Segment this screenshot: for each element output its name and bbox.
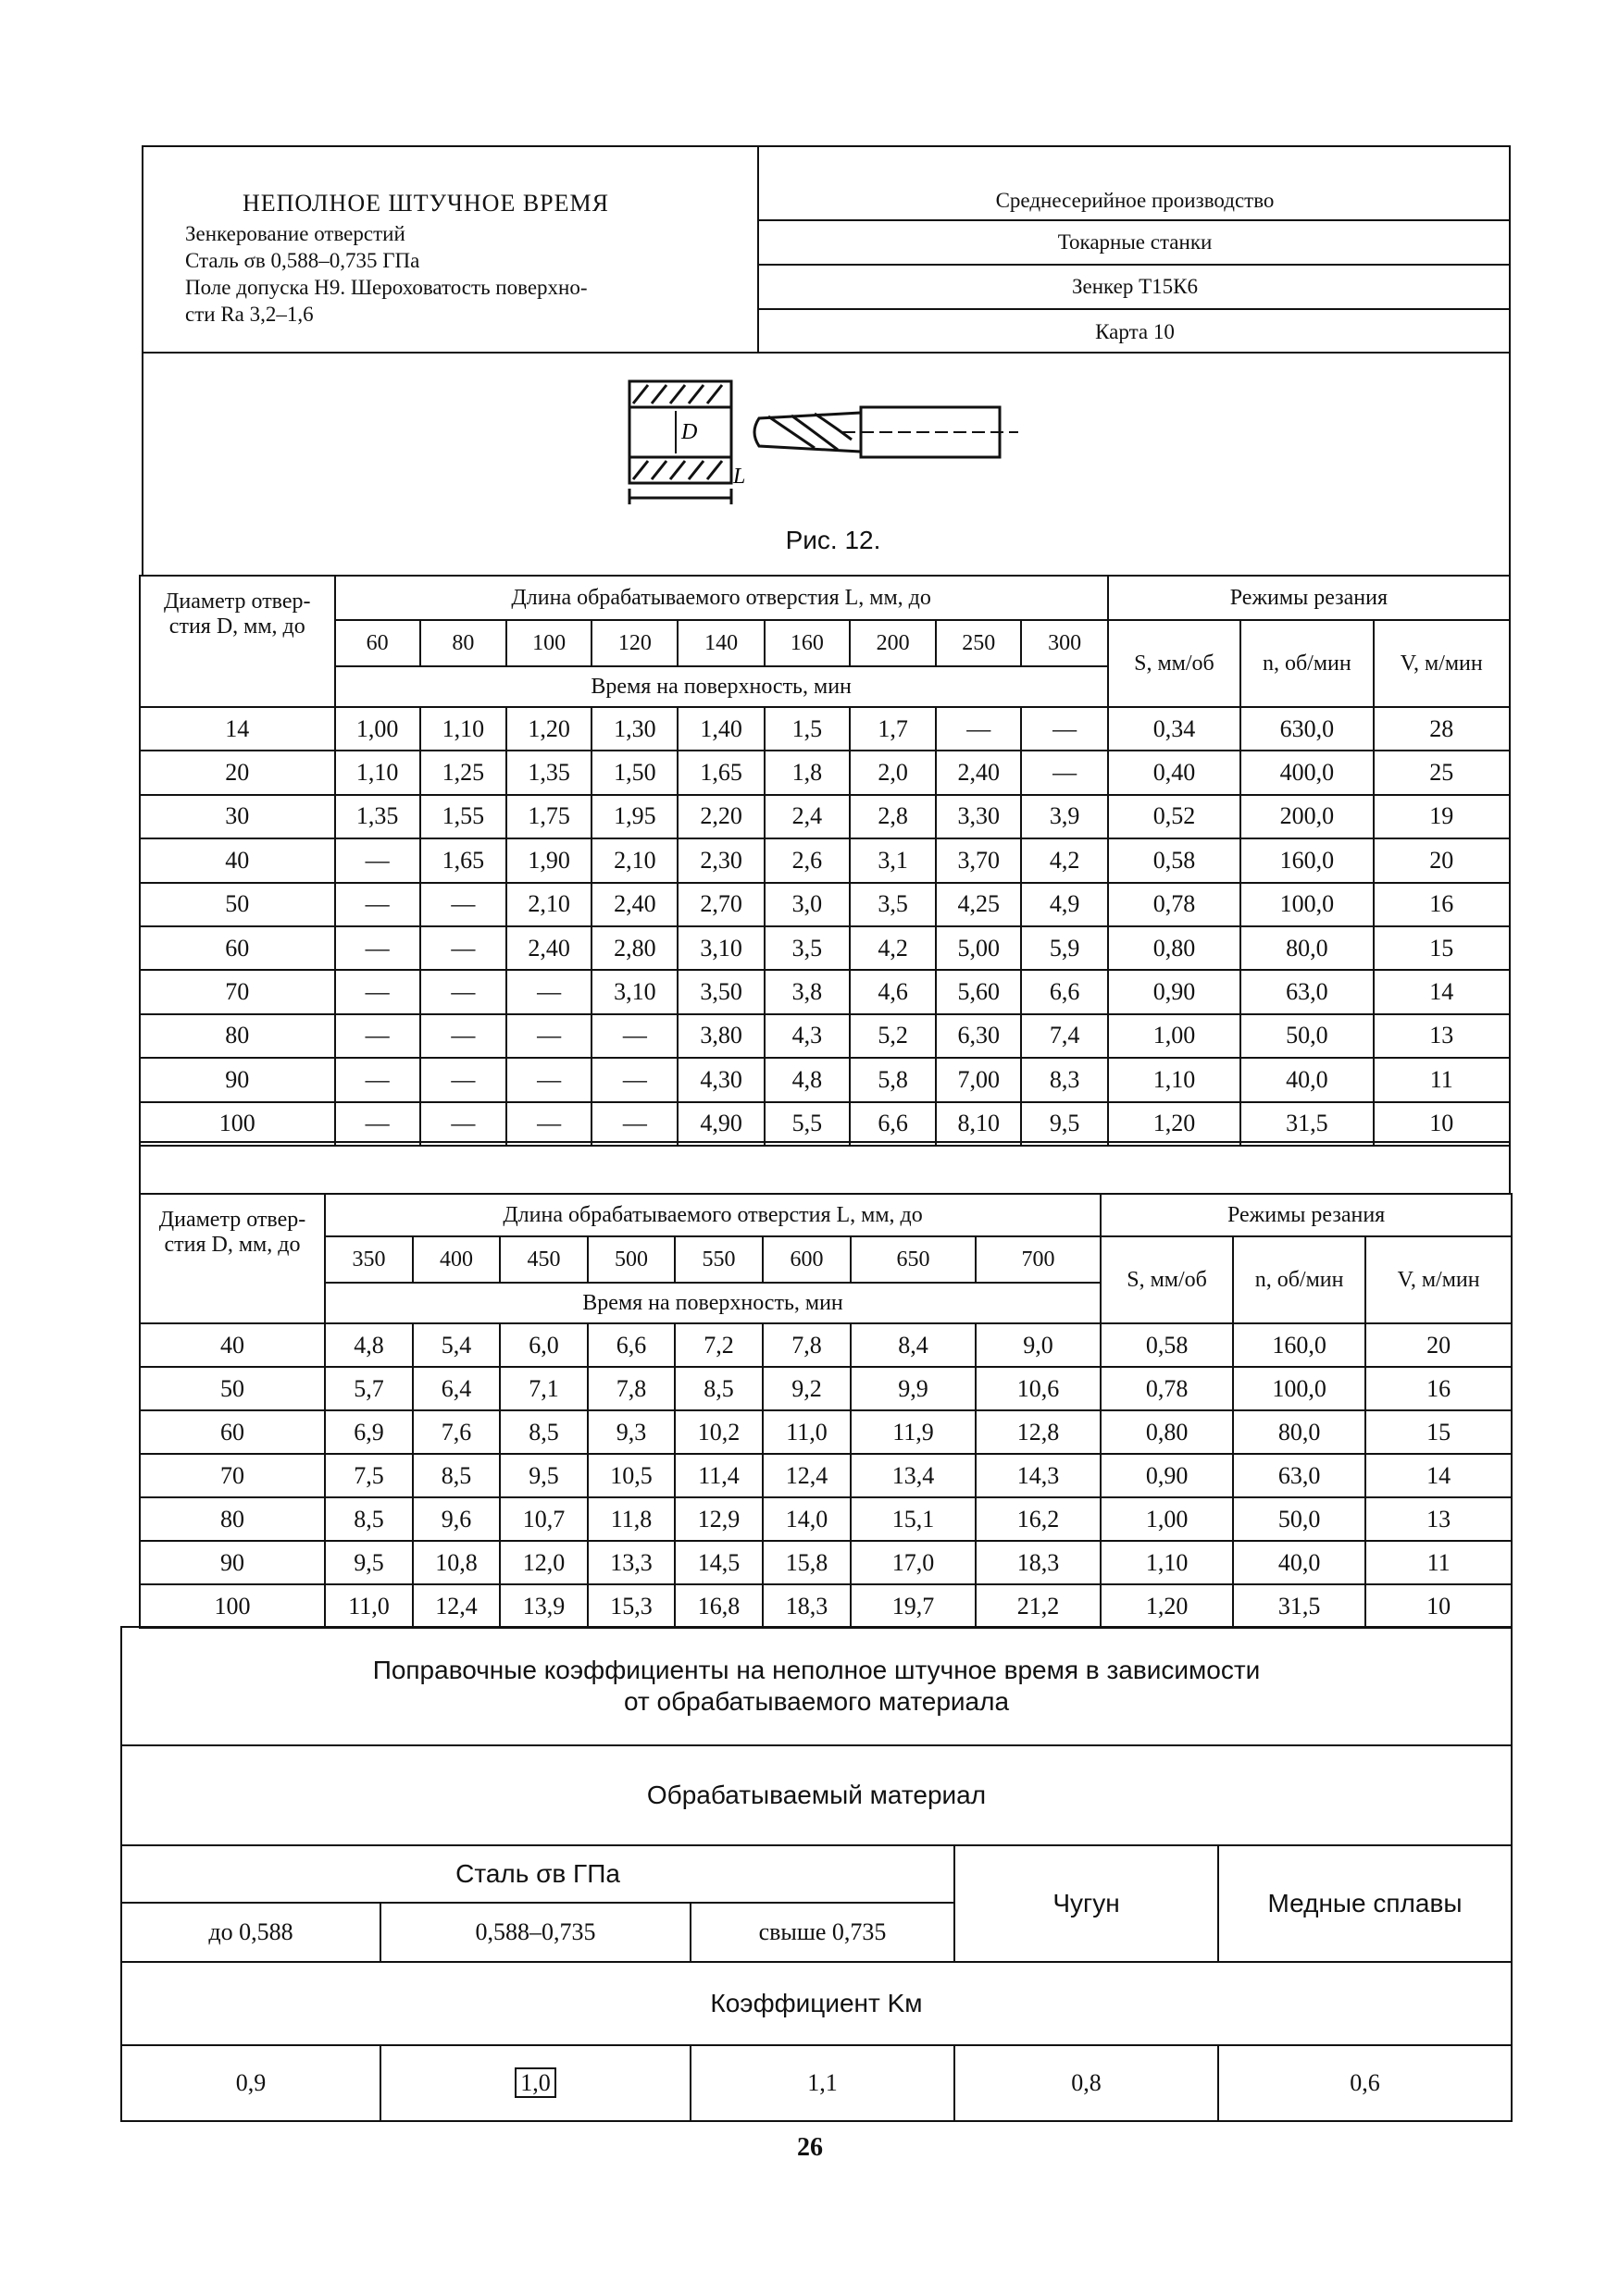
- table1-diameter-cell: 60: [140, 926, 335, 970]
- table2-length-col: 550: [675, 1236, 763, 1283]
- table1-row: [140, 883, 1510, 926]
- table1-value-cell: 3,8: [765, 970, 850, 1013]
- table1-value-cell: —: [506, 1058, 592, 1101]
- table1-value-cell: 3,50: [678, 970, 764, 1013]
- table1-length-col: 120: [592, 620, 678, 666]
- table1-value-cell: 11: [1374, 1058, 1510, 1101]
- table1-value-cell: —: [335, 1014, 420, 1058]
- table2-row: [140, 1323, 1512, 1367]
- table1-value-cell: 3,70: [936, 838, 1021, 882]
- table1-value-cell: 16: [1374, 883, 1510, 926]
- table2-value-cell: 9,5: [500, 1454, 588, 1497]
- table1-value-cell: 0,80: [1108, 926, 1240, 970]
- table1-diameter-cell: 50: [140, 883, 335, 926]
- table2-value-cell: 6,6: [588, 1323, 675, 1367]
- table1-value-cell: —: [506, 1014, 592, 1058]
- table2-value-cell: 20: [1365, 1323, 1512, 1367]
- table1-feed-header: S, мм/об: [1108, 620, 1240, 707]
- coef-value-highlighted: 1,0: [515, 2067, 556, 2098]
- table1-diameter-cell: 70: [140, 970, 335, 1013]
- table2-diameter-header-line2: стия D, мм, до: [164, 1233, 301, 1257]
- table1-value-cell: —: [420, 926, 506, 970]
- figure-caption: Рис. 12.: [785, 526, 881, 554]
- subtitle-line-1: Зенкерование отверстий: [185, 222, 405, 245]
- time-table-long: [139, 1193, 1513, 1629]
- header-right: [759, 145, 1511, 353]
- table2-length-header: Длина обрабатываемого отверстия L, мм, до: [325, 1194, 1101, 1236]
- table1-value-cell: 1,75: [506, 795, 592, 838]
- table1-value-cell: 100,0: [1240, 883, 1373, 926]
- table1-value-cell: 4,6: [850, 970, 936, 1013]
- table1-value-cell: 1,00: [1108, 1014, 1240, 1058]
- table2-value-cell: 11,9: [851, 1410, 976, 1454]
- table1-value-cell: —: [335, 1058, 420, 1101]
- table1-value-cell: 1,7: [850, 707, 936, 751]
- table2-value-cell: 6,0: [500, 1323, 588, 1367]
- table2-value-cell: 7,1: [500, 1367, 588, 1410]
- table2-value-cell: 10,2: [675, 1410, 763, 1454]
- table1-value-cell: 1,00: [335, 707, 420, 751]
- subtitle-line-4: сти Ra 3,2–1,6: [185, 303, 314, 326]
- table1-speed-header: V, м/мин: [1374, 620, 1510, 707]
- table2-value-cell: 11,4: [675, 1454, 763, 1497]
- table2-value-cell: 7,8: [588, 1367, 675, 1410]
- table1-value-cell: 1,35: [506, 751, 592, 794]
- table1-value-cell: 1,10: [420, 707, 506, 751]
- table2-value-cell: 13: [1365, 1497, 1512, 1541]
- table1-value-cell: —: [506, 1102, 592, 1146]
- table1-value-cell: 5,8: [850, 1058, 936, 1101]
- table2-diameter-header-line1: Диаметр отвер-: [158, 1208, 306, 1232]
- table1-value-cell: 1,20: [1108, 1102, 1240, 1146]
- table1-value-cell: —: [592, 1058, 678, 1101]
- table1-time-header: Время на поверхность, мин: [335, 666, 1108, 707]
- table2-value-cell: 5,4: [413, 1323, 500, 1367]
- table1-value-cell: 1,20: [506, 707, 592, 751]
- table1-value-cell: —: [335, 926, 420, 970]
- table1-diameter-header-line1: Диаметр отвер-: [164, 590, 311, 614]
- table1-diameter-cell: 30: [140, 795, 335, 838]
- table2-value-cell: 31,5: [1233, 1584, 1365, 1628]
- table1-value-cell: 2,10: [506, 883, 592, 926]
- coef-value: 1,1: [691, 2045, 954, 2121]
- table1-value-cell: 10: [1374, 1102, 1510, 1146]
- table1-value-cell: —: [420, 1058, 506, 1101]
- table1-value-cell: —: [592, 1014, 678, 1058]
- table1-value-cell: 8,10: [936, 1102, 1021, 1146]
- table2-value-cell: 63,0: [1233, 1454, 1365, 1497]
- table2-value-cell: 100,0: [1233, 1367, 1365, 1410]
- table1-value-cell: 1,55: [420, 795, 506, 838]
- table2-value-cell: 15,8: [763, 1541, 851, 1584]
- table1-value-cell: 5,5: [765, 1102, 850, 1146]
- table1-value-cell: 2,10: [592, 838, 678, 882]
- table2-value-cell: 18,3: [976, 1541, 1101, 1584]
- table1-value-cell: 4,30: [678, 1058, 764, 1101]
- table2-row: [140, 1367, 1512, 1410]
- table1-value-cell: 6,30: [936, 1014, 1021, 1058]
- table1-row: [140, 1014, 1510, 1058]
- table1-length-col: 140: [678, 620, 764, 666]
- table1-value-cell: 4,3: [765, 1014, 850, 1058]
- table1-value-cell: 9,5: [1021, 1102, 1107, 1146]
- table2-value-cell: 0,78: [1101, 1367, 1233, 1410]
- table2-value-cell: 8,4: [851, 1323, 976, 1367]
- table1-value-cell: 28: [1374, 707, 1510, 751]
- table1-value-cell: —: [1021, 751, 1107, 794]
- table1-value-cell: 1,10: [1108, 1058, 1240, 1101]
- table2-value-cell: 1,10: [1101, 1541, 1233, 1584]
- table1-value-cell: 4,2: [1021, 838, 1107, 882]
- table1-diameter-cell: 90: [140, 1058, 335, 1101]
- table1-value-cell: 200,0: [1240, 795, 1373, 838]
- table1-value-cell: —: [335, 1102, 420, 1146]
- table2-value-cell: 16,2: [976, 1497, 1101, 1541]
- table1-value-cell: 1,5: [765, 707, 850, 751]
- table1-value-cell: 2,20: [678, 795, 764, 838]
- table-gap: [139, 1141, 1511, 1195]
- table2-value-cell: 12,4: [763, 1454, 851, 1497]
- table2-diameter-cell: 90: [140, 1541, 325, 1584]
- table1-row: [140, 707, 1510, 751]
- table1-value-cell: —: [420, 1014, 506, 1058]
- table1-value-cell: —: [420, 1102, 506, 1146]
- table2-value-cell: 8,5: [413, 1454, 500, 1497]
- table2-value-cell: 12,4: [413, 1584, 500, 1628]
- table1-value-cell: 2,8: [850, 795, 936, 838]
- steel-range-3: свыше 0,735: [691, 1903, 954, 1962]
- table1-value-cell: 2,40: [936, 751, 1021, 794]
- table2-speed-header: V, м/мин: [1365, 1236, 1512, 1323]
- time-table-short: [139, 575, 1511, 1147]
- table2-value-cell: 18,3: [763, 1584, 851, 1628]
- table2-value-cell: 6,9: [325, 1410, 413, 1454]
- table1-diameter-cell: 14: [140, 707, 335, 751]
- table1-modes-header: Режимы резания: [1108, 576, 1510, 620]
- table2-value-cell: 10,5: [588, 1454, 675, 1497]
- table1-row: [140, 1058, 1510, 1101]
- table2-length-col: 600: [763, 1236, 851, 1283]
- table1-value-cell: 3,10: [592, 970, 678, 1013]
- table1-length-col: 160: [765, 620, 850, 666]
- table1-value-cell: 3,80: [678, 1014, 764, 1058]
- table1-value-cell: 0,52: [1108, 795, 1240, 838]
- table1-value-cell: —: [592, 1102, 678, 1146]
- page-title: НЕПОЛНОЕ ШТУЧНОЕ ВРЕМЯ: [243, 190, 609, 217]
- subtitle-line-2: Сталь σв 0,588–0,735 ГПа: [185, 249, 420, 272]
- table1-value-cell: 80,0: [1240, 926, 1373, 970]
- table2-value-cell: 13,4: [851, 1454, 976, 1497]
- table1-value-cell: 7,00: [936, 1058, 1021, 1101]
- table1-value-cell: 3,9: [1021, 795, 1107, 838]
- table2-value-cell: 5,7: [325, 1367, 413, 1410]
- table1-value-cell: 2,70: [678, 883, 764, 926]
- table2-value-cell: 16,8: [675, 1584, 763, 1628]
- table1-value-cell: 2,40: [592, 883, 678, 926]
- table1-value-cell: 1,65: [420, 838, 506, 882]
- table2-value-cell: 4,8: [325, 1323, 413, 1367]
- table2-row: [140, 1454, 1512, 1497]
- table1-value-cell: 3,10: [678, 926, 764, 970]
- table2-value-cell: 19,7: [851, 1584, 976, 1628]
- table2-value-cell: 12,0: [500, 1541, 588, 1584]
- machine-type: Токарные станки: [759, 221, 1511, 266]
- table2-value-cell: 12,8: [976, 1410, 1101, 1454]
- table1-value-cell: 2,0: [850, 751, 936, 794]
- table2-value-cell: 21,2: [976, 1584, 1101, 1628]
- table2-value-cell: 14,0: [763, 1497, 851, 1541]
- table1-value-cell: 1,35: [335, 795, 420, 838]
- table2-diameter-cell: 80: [140, 1497, 325, 1541]
- coef-value: 0,9: [121, 2045, 380, 2121]
- material-header: Обрабатываемый материал: [121, 1745, 1512, 1845]
- table2-value-cell: 16: [1365, 1367, 1512, 1410]
- table1-value-cell: 6,6: [850, 1102, 936, 1146]
- table1-value-cell: 2,4: [765, 795, 850, 838]
- table1-row: [140, 795, 1510, 838]
- table1-value-cell: 0,34: [1108, 707, 1240, 751]
- table1-value-cell: —: [506, 970, 592, 1013]
- table1-value-cell: 2,40: [506, 926, 592, 970]
- table1-row: [140, 838, 1510, 882]
- table2-time-header: Время на поверхность, мин: [325, 1283, 1101, 1323]
- table1-length-col: 250: [936, 620, 1021, 666]
- coef-header: Коэффициент Kм: [121, 1962, 1512, 2045]
- cast-iron-header: Чугун: [954, 1845, 1218, 1962]
- table1-value-cell: 2,80: [592, 926, 678, 970]
- table1-row: [140, 1102, 1510, 1146]
- table2-length-col: 650: [851, 1236, 976, 1283]
- table1-length-col: 60: [335, 620, 420, 666]
- table2-value-cell: 160,0: [1233, 1323, 1365, 1367]
- production-type: Среднесерийное производство: [759, 145, 1511, 221]
- table1-value-cell: 0,40: [1108, 751, 1240, 794]
- table1-length-col: 100: [506, 620, 592, 666]
- table2-row: [140, 1497, 1512, 1541]
- subtitle-line-3: Поле допуска Н9. Шероховатость поверхно-: [185, 276, 588, 299]
- table2-length-col: 500: [588, 1236, 675, 1283]
- countersink-drawing: [620, 370, 1027, 518]
- table2-value-cell: 11,0: [325, 1584, 413, 1628]
- table2-value-cell: 0,58: [1101, 1323, 1233, 1367]
- table2-value-cell: 0,80: [1101, 1410, 1233, 1454]
- table1-value-cell: —: [420, 883, 506, 926]
- table2-length-col: 700: [976, 1236, 1101, 1283]
- table1-value-cell: 25: [1374, 751, 1510, 794]
- table2-value-cell: 10: [1365, 1584, 1512, 1628]
- table1-value-cell: 1,25: [420, 751, 506, 794]
- table2-value-cell: 6,4: [413, 1367, 500, 1410]
- table1-value-cell: —: [335, 883, 420, 926]
- copper-header: Медные сплавы: [1218, 1845, 1512, 1962]
- table1-value-cell: —: [936, 707, 1021, 751]
- coef-title-line1: Поправочные коэффициенты на неполное штучное время в зависимости: [372, 1656, 1261, 1684]
- table1-row: [140, 751, 1510, 794]
- table1-value-cell: 1,90: [506, 838, 592, 882]
- table1-value-cell: 63,0: [1240, 970, 1373, 1013]
- table2-value-cell: 7,8: [763, 1323, 851, 1367]
- table1-value-cell: 4,8: [765, 1058, 850, 1101]
- card-number: Карта 10: [1095, 320, 1175, 343]
- table2-value-cell: 7,6: [413, 1410, 500, 1454]
- table1-value-cell: 1,95: [592, 795, 678, 838]
- table2-rpm-header: n, об/мин: [1233, 1236, 1365, 1323]
- table2-diameter-cell: 40: [140, 1323, 325, 1367]
- table2-value-cell: 13,3: [588, 1541, 675, 1584]
- table1-value-cell: 13: [1374, 1014, 1510, 1058]
- table2-value-cell: 7,2: [675, 1323, 763, 1367]
- table2-value-cell: 7,5: [325, 1454, 413, 1497]
- steel-range-1: до 0,588: [121, 1903, 380, 1962]
- table2-value-cell: 1,00: [1101, 1497, 1233, 1541]
- coefficient-table: [120, 1626, 1513, 2122]
- table1-value-cell: 20: [1374, 838, 1510, 882]
- table2-value-cell: 9,9: [851, 1367, 976, 1410]
- table2-value-cell: 9,5: [325, 1541, 413, 1584]
- table2-length-col: 400: [413, 1236, 500, 1283]
- table2-value-cell: 50,0: [1233, 1497, 1365, 1541]
- table1-length-header: Длина обрабатываемого отверстия L, мм, до: [335, 576, 1108, 620]
- coef-value: 0,6: [1218, 2045, 1512, 2121]
- table1-length-col: 300: [1021, 620, 1107, 666]
- table2-value-cell: 11,8: [588, 1497, 675, 1541]
- table1-value-cell: 3,5: [850, 883, 936, 926]
- table1-value-cell: 0,78: [1108, 883, 1240, 926]
- table1-value-cell: 14: [1374, 970, 1510, 1013]
- table1-value-cell: 50,0: [1240, 1014, 1373, 1058]
- steel-range-2: 0,588–0,735: [380, 1903, 691, 1962]
- table1-value-cell: 0,90: [1108, 970, 1240, 1013]
- table2-length-col: 450: [500, 1236, 588, 1283]
- table1-value-cell: 5,2: [850, 1014, 936, 1058]
- table2-value-cell: 13,9: [500, 1584, 588, 1628]
- table1-diameter-cell: 40: [140, 838, 335, 882]
- table1-value-cell: 0,58: [1108, 838, 1240, 882]
- table2-value-cell: 12,9: [675, 1497, 763, 1541]
- table1-value-cell: 160,0: [1240, 838, 1373, 882]
- table2-value-cell: 15,3: [588, 1584, 675, 1628]
- table1-value-cell: —: [335, 970, 420, 1013]
- table1-value-cell: 40,0: [1240, 1058, 1373, 1101]
- table1-value-cell: 1,50: [592, 751, 678, 794]
- table2-value-cell: 8,5: [325, 1497, 413, 1541]
- table2-diameter-cell: 70: [140, 1454, 325, 1497]
- figure-label-d: D: [681, 420, 698, 444]
- table2-value-cell: 15: [1365, 1410, 1512, 1454]
- table1-value-cell: 7,4: [1021, 1014, 1107, 1058]
- table2-value-cell: 14,3: [976, 1454, 1101, 1497]
- table1-value-cell: 1,40: [678, 707, 764, 751]
- table2-value-cell: 1,20: [1101, 1584, 1233, 1628]
- table1-length-col: 200: [850, 620, 936, 666]
- table2-value-cell: 8,5: [500, 1410, 588, 1454]
- table1-diameter-cell: 100: [140, 1102, 335, 1146]
- figure-label-l: L: [733, 465, 746, 489]
- table1-value-cell: 5,60: [936, 970, 1021, 1013]
- table1-value-cell: —: [1021, 707, 1107, 751]
- table1-diameter-cell: 80: [140, 1014, 335, 1058]
- table1-value-cell: 31,5: [1240, 1102, 1373, 1146]
- table1-value-cell: 4,90: [678, 1102, 764, 1146]
- table1-value-cell: 5,00: [936, 926, 1021, 970]
- table1-value-cell: 19: [1374, 795, 1510, 838]
- table1-rpm-header: n, об/мин: [1240, 620, 1373, 707]
- table1-diameter-cell: 20: [140, 751, 335, 794]
- table1-value-cell: 6,6: [1021, 970, 1107, 1013]
- table1-value-cell: 1,30: [592, 707, 678, 751]
- table2-length-col: 350: [325, 1236, 413, 1283]
- coef-value: 0,8: [954, 2045, 1218, 2121]
- table2-row: [140, 1541, 1512, 1584]
- tool-type: Зенкер Т15К6: [759, 266, 1511, 310]
- table2-row: [140, 1584, 1512, 1628]
- table1-value-cell: 2,30: [678, 838, 764, 882]
- table1-value-cell: 8,3: [1021, 1058, 1107, 1101]
- table2-value-cell: 10,6: [976, 1367, 1101, 1410]
- table1-row: [140, 926, 1510, 970]
- table1-value-cell: 1,8: [765, 751, 850, 794]
- table1-value-cell: 630,0: [1240, 707, 1373, 751]
- table1-value-cell: —: [335, 838, 420, 882]
- table2-value-cell: 0,90: [1101, 1454, 1233, 1497]
- table2-value-cell: 9,0: [976, 1323, 1101, 1367]
- table2-value-cell: 11: [1365, 1541, 1512, 1584]
- page-number: 26: [797, 2133, 823, 2162]
- table1-value-cell: 1,10: [335, 751, 420, 794]
- table1-diameter-header-line2: стия D, мм, до: [168, 614, 305, 639]
- header-left: [185, 190, 741, 328]
- table2-row: [140, 1410, 1512, 1454]
- table2-value-cell: 8,5: [675, 1367, 763, 1410]
- table2-value-cell: 10,7: [500, 1497, 588, 1541]
- table1-value-cell: 2,6: [765, 838, 850, 882]
- table2-diameter-cell: 50: [140, 1367, 325, 1410]
- table2-value-cell: 9,6: [413, 1497, 500, 1541]
- table1-value-cell: —: [420, 970, 506, 1013]
- table2-diameter-cell: 60: [140, 1410, 325, 1454]
- table1-value-cell: 15: [1374, 926, 1510, 970]
- table2-value-cell: 40,0: [1233, 1541, 1365, 1584]
- table1-value-cell: 4,2: [850, 926, 936, 970]
- table1-value-cell: 3,30: [936, 795, 1021, 838]
- table2-value-cell: 17,0: [851, 1541, 976, 1584]
- table1-value-cell: 1,65: [678, 751, 764, 794]
- table1-value-cell: 4,25: [936, 883, 1021, 926]
- table2-feed-header: S, мм/об: [1101, 1236, 1233, 1323]
- table1-value-cell: 4,9: [1021, 883, 1107, 926]
- table2-modes-header: Режимы резания: [1101, 1194, 1512, 1236]
- table2-value-cell: 14: [1365, 1454, 1512, 1497]
- table2-value-cell: 9,2: [763, 1367, 851, 1410]
- steel-header: Сталь σв ГПа: [121, 1845, 954, 1903]
- table2-value-cell: 10,8: [413, 1541, 500, 1584]
- table1-length-col: 80: [420, 620, 506, 666]
- table2-value-cell: 9,3: [588, 1410, 675, 1454]
- table1-row: [140, 970, 1510, 1013]
- table2-diameter-cell: 100: [140, 1584, 325, 1628]
- table2-value-cell: 80,0: [1233, 1410, 1365, 1454]
- table2-value-cell: 11,0: [763, 1410, 851, 1454]
- table2-value-cell: 15,1: [851, 1497, 976, 1541]
- table1-value-cell: 3,0: [765, 883, 850, 926]
- table1-value-cell: 3,1: [850, 838, 936, 882]
- table2-value-cell: 14,5: [675, 1541, 763, 1584]
- table1-value-cell: 400,0: [1240, 751, 1373, 794]
- table1-value-cell: 5,9: [1021, 926, 1107, 970]
- coef-title-line2: от обрабатываемого материала: [623, 1687, 1010, 1716]
- table1-value-cell: 3,5: [765, 926, 850, 970]
